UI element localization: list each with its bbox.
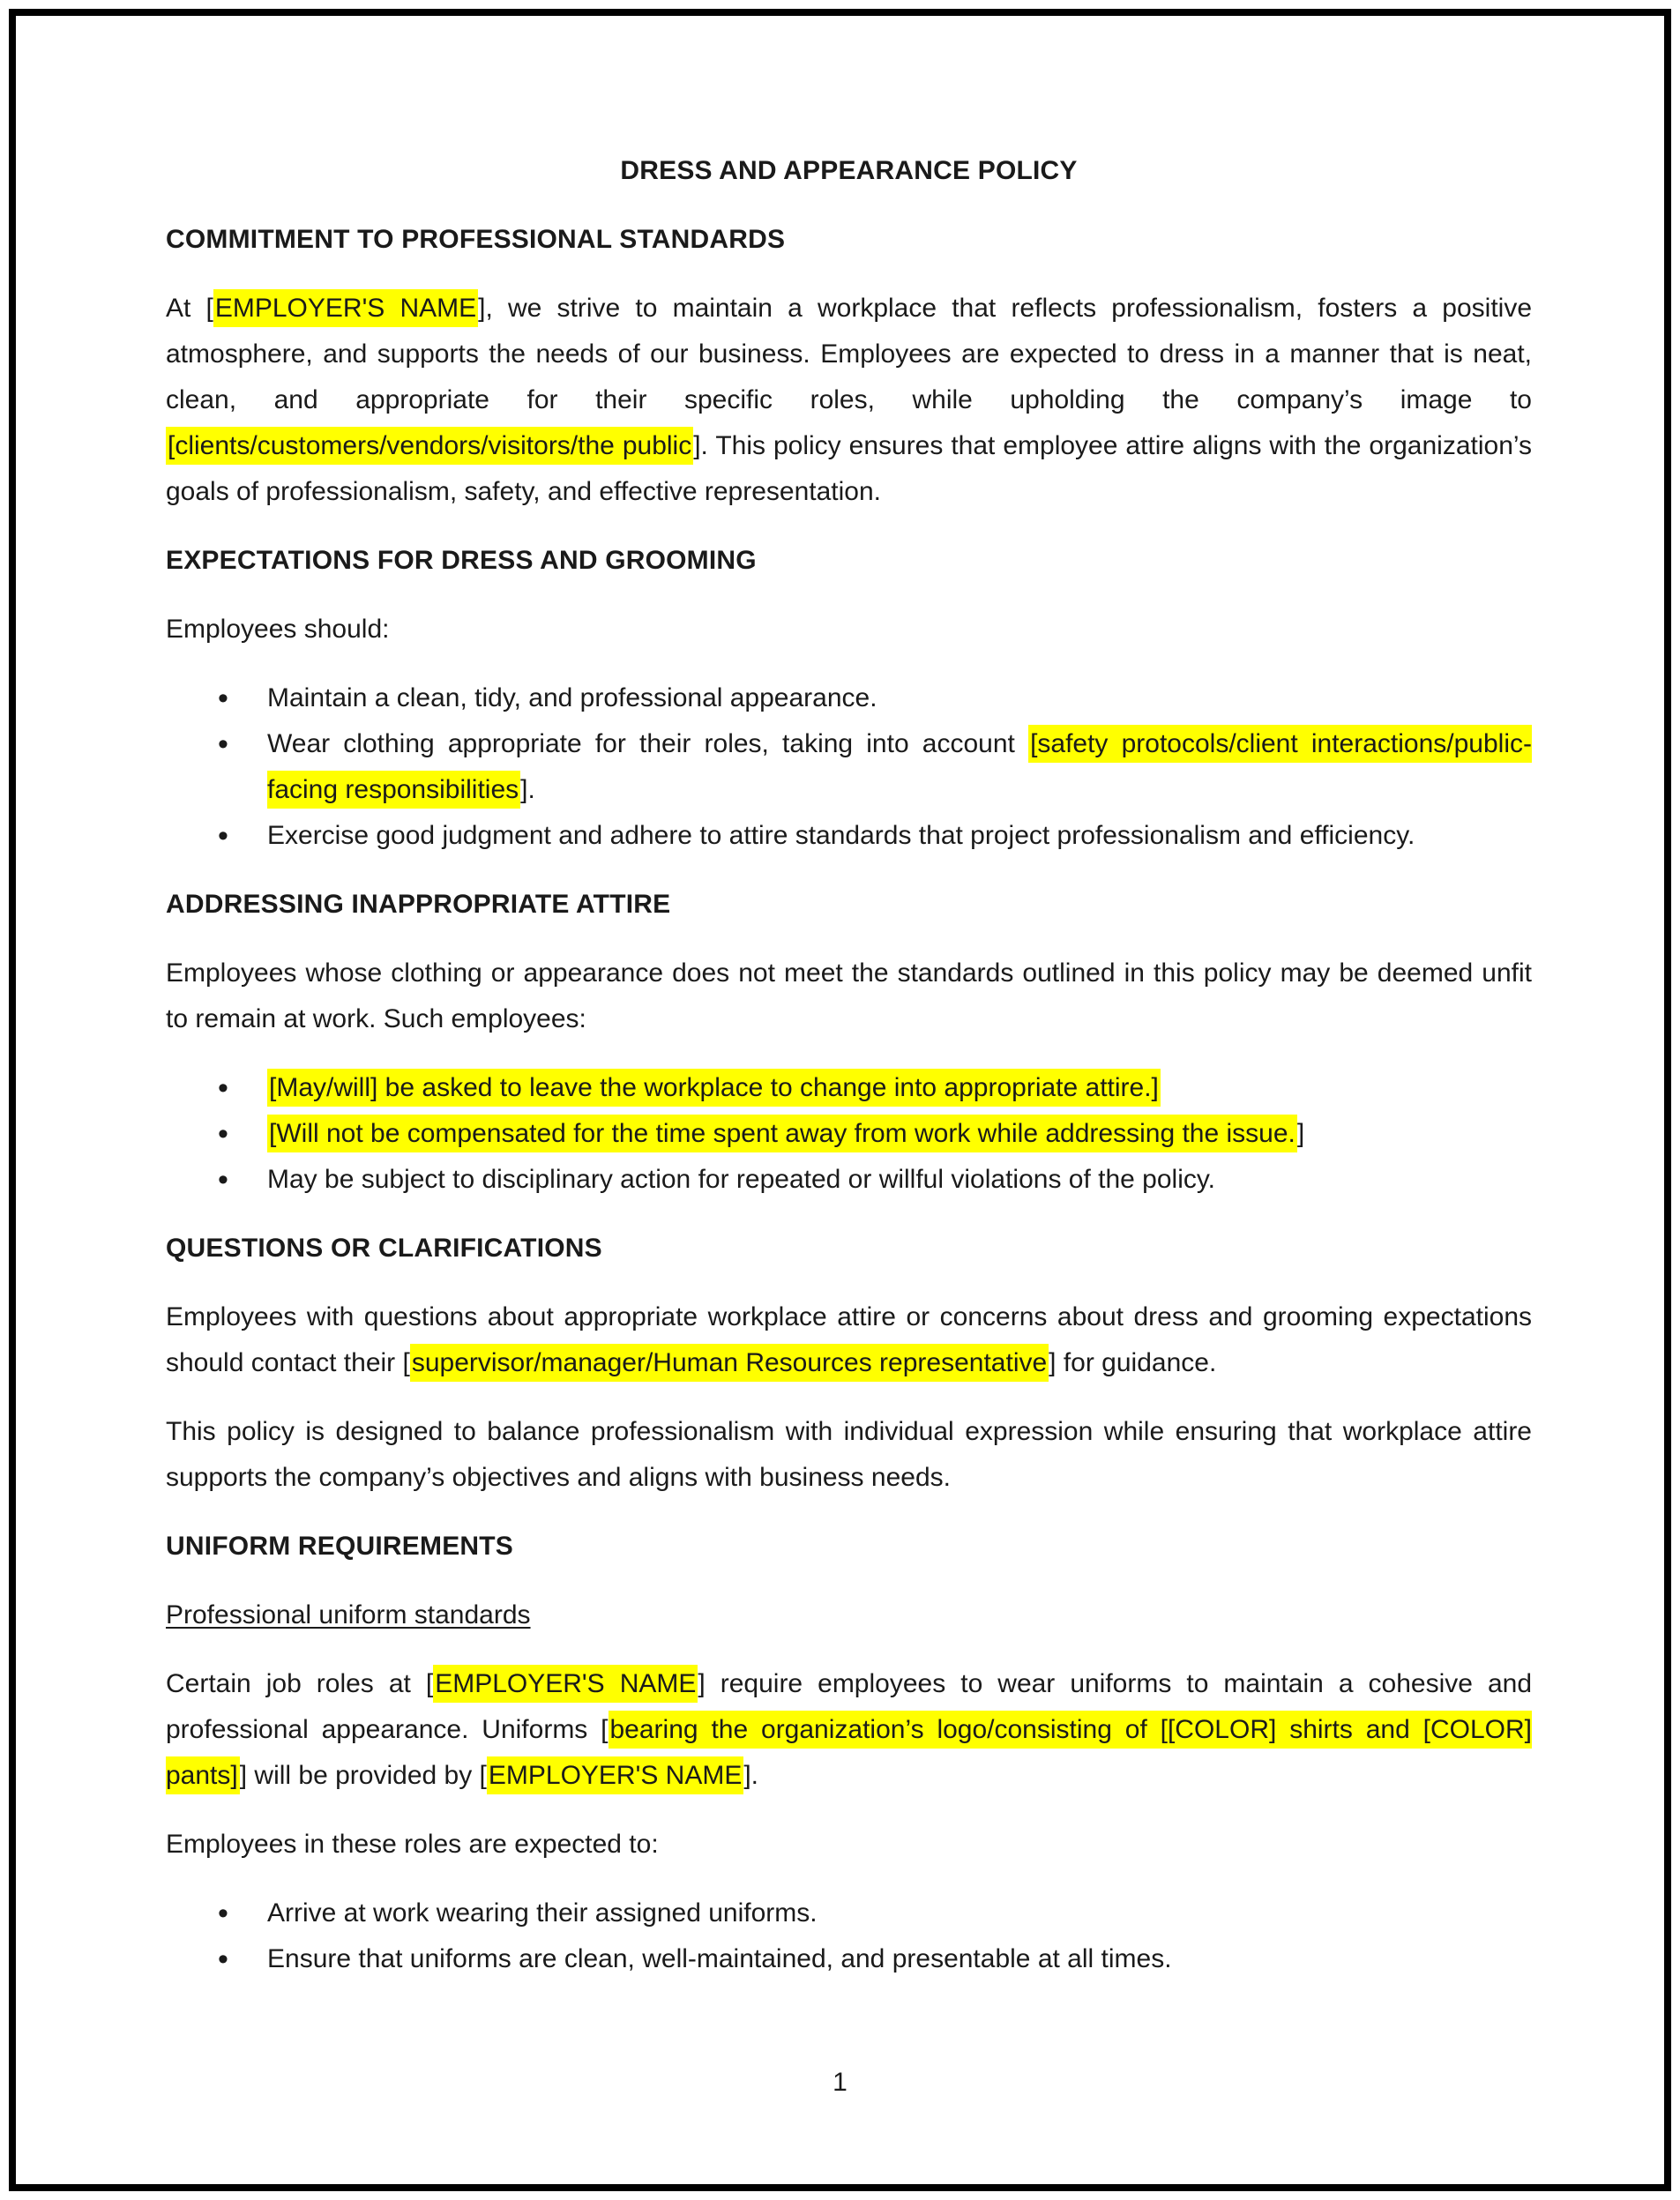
highlighted-placeholder: supervisor/manager/Human Resources representative xyxy=(410,1344,1049,1382)
highlighted-placeholder: [safety protocols/client interactions/public-facing responsibilities xyxy=(267,725,1532,809)
page-border xyxy=(9,9,1671,2191)
paragraph xyxy=(166,1294,1532,1386)
list-item xyxy=(267,1157,1532,1203)
bullet-list xyxy=(166,1065,1532,1203)
text-run: ] for guidance. xyxy=(1049,1348,1217,1377)
paragraph xyxy=(166,1661,1532,1799)
list-item xyxy=(267,721,1532,813)
text-run: This policy is designed to balance professionalism with individual expression while ensuring that workplace attire supports the company’s objectives and aligns with business needs. xyxy=(166,1417,1532,1492)
list-item xyxy=(267,1936,1532,1982)
highlighted-placeholder: EMPLOYER'S NAME xyxy=(433,1665,698,1703)
list-item xyxy=(267,1891,1532,1936)
highlighted-placeholder: [Will not be compensated for the time spent away from work while addressing the issue. xyxy=(267,1115,1297,1152)
document-title: DRESS AND APPEARANCE POLICY xyxy=(620,156,1078,185)
section-heading: QUESTIONS OR CLARIFICATIONS xyxy=(166,1234,602,1263)
text-run: May be subject to disciplinary action for repeated or willful violations of the policy. xyxy=(267,1165,1215,1194)
paragraph xyxy=(166,1409,1532,1501)
section-heading: EXPECTATIONS FOR DRESS AND GROOMING xyxy=(166,546,757,575)
highlighted-placeholder: [clients/customers/vendors/visitors/the public xyxy=(166,427,693,465)
text-run: Employees should: xyxy=(166,615,390,644)
text-run: ] will be provided by [ xyxy=(239,1761,487,1790)
paragraph xyxy=(166,286,1532,515)
text-run: ]. xyxy=(743,1761,759,1790)
section-heading: COMMITMENT TO PROFESSIONAL STANDARDS xyxy=(166,225,786,254)
text-run: Employees in these roles are expected to: xyxy=(166,1830,659,1859)
highlighted-placeholder: [May/will] be asked to leave the workplace to change into appropriate attire.] xyxy=(267,1069,1161,1107)
document-body xyxy=(166,217,1532,1982)
list-item xyxy=(267,1065,1532,1111)
text-run: ] xyxy=(1296,1119,1305,1148)
paragraph xyxy=(166,1822,1532,1868)
bullet-list xyxy=(166,675,1532,859)
subsection-heading: Professional uniform standards xyxy=(166,1600,531,1629)
section-heading: ADDRESSING INAPPROPRIATE ATTIRE xyxy=(166,890,671,919)
text-run: Maintain a clean, tidy, and professional appearance. xyxy=(267,683,877,712)
text-run: ]. This policy ensures that employee attire aligns with the organization’s goals of professionalism, safety, and effective representation. xyxy=(166,431,1532,506)
list-item xyxy=(267,1111,1532,1157)
text-run: Employees with questions about appropriate workplace attire or concerns about dress and grooming expectations should contact their [ xyxy=(166,1302,1532,1377)
list-item xyxy=(267,675,1532,721)
text-run: Employees whose clothing or appearance does not meet the standards outlined in this policy may be deemed unfit to remain at work. Such employees: xyxy=(166,958,1532,1033)
text-run: ], we strive to maintain a workplace that reflects professionalism, fosters a positive atmosphere, and supports the needs of our business. Employees are expected to dress in a manner that is neat, clean, and appropriate for their specific roles, while upholding the company’s image to xyxy=(166,294,1533,414)
highlighted-placeholder: EMPLOYER'S NAME xyxy=(487,1756,743,1794)
text-run: Certain job roles at [ xyxy=(166,1669,434,1698)
text-run: ] require employees to wear uniforms to maintain a cohesive and professional appearance. Uniforms [ xyxy=(166,1669,1533,1744)
text-run: Exercise good judgment and adhere to attire standards that project professionalism and efficiency. xyxy=(267,821,1415,850)
list-item xyxy=(267,813,1532,859)
text-run: Ensure that uniforms are clean, well-maintained, and presentable at all times. xyxy=(267,1944,1172,1973)
paragraph xyxy=(166,607,1532,653)
section-heading: UNIFORM REQUIREMENTS xyxy=(166,1532,513,1561)
text-run: Wear clothing appropriate for their roles, taking into account xyxy=(267,729,1029,758)
highlighted-placeholder: bearing the organization’s logo/consisting of [[COLOR] shirts and [COLOR] pants] xyxy=(166,1711,1532,1794)
text-run: ]. xyxy=(520,775,535,804)
highlighted-placeholder: EMPLOYER'S NAME xyxy=(213,289,478,327)
paragraph xyxy=(166,951,1532,1042)
text-run: Arrive at work wearing their assigned uniforms. xyxy=(267,1898,818,1928)
bullet-list xyxy=(166,1891,1532,1982)
page-number: 1 xyxy=(833,2068,847,2097)
text-run: At [ xyxy=(166,294,213,323)
